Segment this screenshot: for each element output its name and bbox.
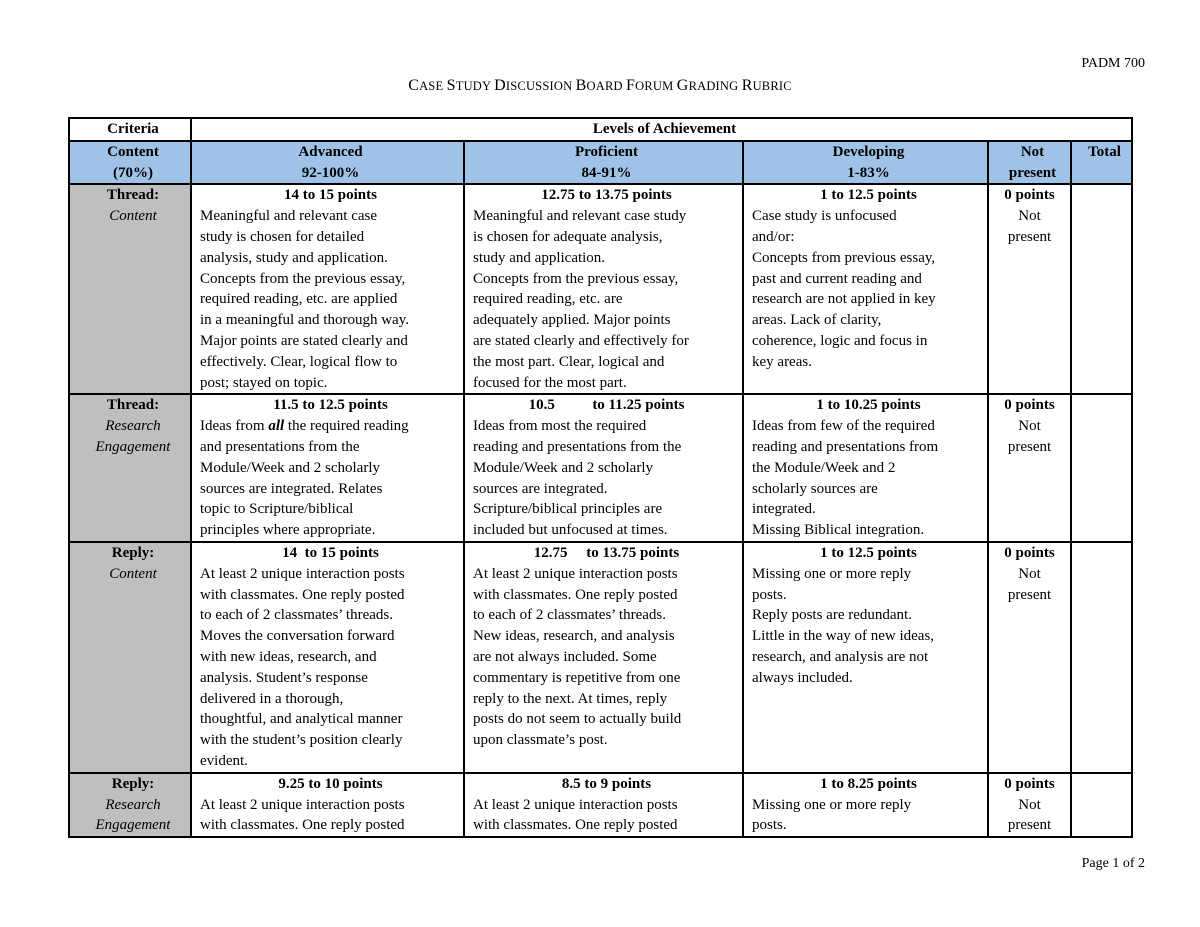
grading-rubric-table	[68, 117, 1133, 838]
not-present-cell: 0 points Not present	[988, 184, 1071, 394]
not-present-header: Not present	[988, 141, 1071, 185]
title-part: OARD	[586, 79, 627, 93]
criteria-cell: Reply: Research Engagement	[69, 773, 191, 837]
description: Ideas from all the required reading and presentations from the Module/Week and 2 scholarly sources are integrated. Relates topic to Scripture/biblical principles where appropriate.	[200, 418, 409, 539]
title-part: G	[676, 77, 689, 94]
levels-header: Levels of Achievement	[191, 118, 1132, 141]
points-label: 9.25 to 10 points	[278, 775, 383, 792]
title-part: F	[626, 77, 636, 94]
developing-cell	[743, 773, 988, 837]
title-part: ISCUSSION	[505, 79, 576, 93]
total-cell	[1071, 542, 1132, 773]
not-present-cell: 0 points Not present	[988, 394, 1071, 542]
table-row	[69, 184, 1132, 394]
advanced-cell	[191, 394, 464, 542]
criteria-cell: Thread: Research Engagement	[69, 394, 191, 542]
page-number: Page 1 of 2	[1081, 856, 1145, 871]
table-row	[69, 542, 1132, 773]
advanced-header: Advanced 92-100%	[191, 141, 464, 185]
description: At least 2 unique interaction posts with classmates. One reply posted	[200, 796, 405, 834]
advanced-cell	[191, 773, 464, 837]
points-label: 1 to 8.25 points	[820, 775, 917, 792]
title-part: C	[408, 77, 420, 94]
title-part: ORUM	[635, 79, 677, 93]
criteria-header: Criteria	[69, 118, 191, 141]
total-header: Total	[1071, 141, 1132, 185]
description: Ideas from few of the required reading and presentations from the Module/Week and 2 scholarly sources are integrated. Missing Biblical integration.	[752, 418, 939, 539]
title-part: S	[446, 77, 456, 94]
advanced-cell	[191, 542, 464, 773]
content-header: Content (70%)	[69, 141, 191, 185]
table-row	[69, 773, 1132, 837]
points-label: 12.75 to 13.75 points	[533, 544, 680, 561]
points-label: 1 to 10.25 points	[816, 397, 921, 414]
proficient-cell	[464, 394, 743, 542]
header-row-levels-detail	[69, 141, 1132, 185]
title-part: TUDY	[455, 79, 495, 93]
developing-cell	[743, 542, 988, 773]
description: Ideas from most the required reading and presentations from the Module/Week and 2 scholarly sources are integrated. Scripture/biblical principles are included but unfocused at times.	[473, 418, 682, 539]
criteria-cell: Reply: Content	[69, 542, 191, 773]
developing-cell	[743, 184, 988, 394]
description: At least 2 unique interaction posts with classmates. One reply posted	[473, 796, 678, 834]
developing-header: Developing 1-83%	[743, 141, 988, 185]
proficient-header: Proficient 84-91%	[464, 141, 743, 185]
points-label: 1 to 12.5 points	[820, 187, 917, 204]
description: Case study is unfocused and/or: Concepts from previous essay, past and current reading and research are not applied in key areas. Lack of clarity, coherence, logic and focus in key areas.	[752, 208, 936, 370]
description: Meaningful and relevant case study is chosen for adequate analysis, study and application. Concepts from the previous essay, required reading, etc. are adequately applied. Major points are stated clearly and effectively for the most part. Clear, logical and focused for the most part.	[473, 208, 689, 391]
not-present-cell: 0 points Not present	[988, 773, 1071, 837]
total-cell	[1071, 394, 1132, 542]
advanced-cell	[191, 184, 464, 394]
points-label: 14 to 15 points	[284, 187, 377, 204]
title-part: ASE	[419, 79, 447, 93]
description: Missing one or more reply posts.	[752, 796, 912, 834]
points-label: 12.75 to 13.75 points	[541, 187, 672, 204]
points-label: 11.5 to 12.5 points	[273, 397, 388, 414]
developing-cell	[743, 394, 988, 542]
title-part: D	[494, 77, 506, 94]
course-code: PADM 700	[1081, 56, 1145, 71]
points-label: 8.5 to 9 points	[561, 775, 652, 792]
proficient-cell	[464, 542, 743, 773]
header-row-levels	[69, 118, 1132, 141]
description: Missing one or more reply posts. Reply posts are redundant. Little in the way of new ideas, research, and analysis are not always included.	[752, 565, 935, 686]
points-label: 10.5 to 11.25 points	[528, 397, 685, 414]
total-cell	[1071, 773, 1132, 837]
proficient-cell	[464, 184, 743, 394]
total-cell	[1071, 184, 1132, 394]
not-present-cell: 0 points Not present	[988, 542, 1071, 773]
points-label: 14 to 15 points	[282, 544, 379, 561]
title-part: UBRIC	[752, 79, 792, 93]
description: At least 2 unique interaction posts with classmates. One reply posted to each of 2 classmates’ threads. Moves the conversation forward with new ideas, research, and analysis. Student’s response delivered in a thorough, thoughtful, and analytical manner with the student’s position clearly evident.	[200, 565, 405, 769]
table-row	[69, 394, 1132, 542]
title-part: R	[741, 77, 753, 94]
description: Meaningful and relevant case study is chosen for detailed analysis, study and application. Concepts from the previous essay, required reading, etc. are applied in a meaningful and thorough way. Major points are stated clearly and effectively. Clear, logical flow to post; stayed on topic.	[200, 208, 409, 391]
points-label: 1 to 12.5 points	[820, 544, 917, 561]
document-title	[0, 77, 1200, 95]
description: At least 2 unique interaction posts with classmates. One reply posted to each of 2 classmates’ threads. New ideas, research, and analysis are not always included. Some commentary is repetitive from one reply to the next. At times, reply posts do not seem to actually build upon classmate’s post.	[473, 565, 682, 749]
title-part: B	[575, 77, 587, 94]
title-part: RADING	[688, 79, 742, 93]
criteria-cell: Thread: Content	[69, 184, 191, 394]
proficient-cell	[464, 773, 743, 837]
